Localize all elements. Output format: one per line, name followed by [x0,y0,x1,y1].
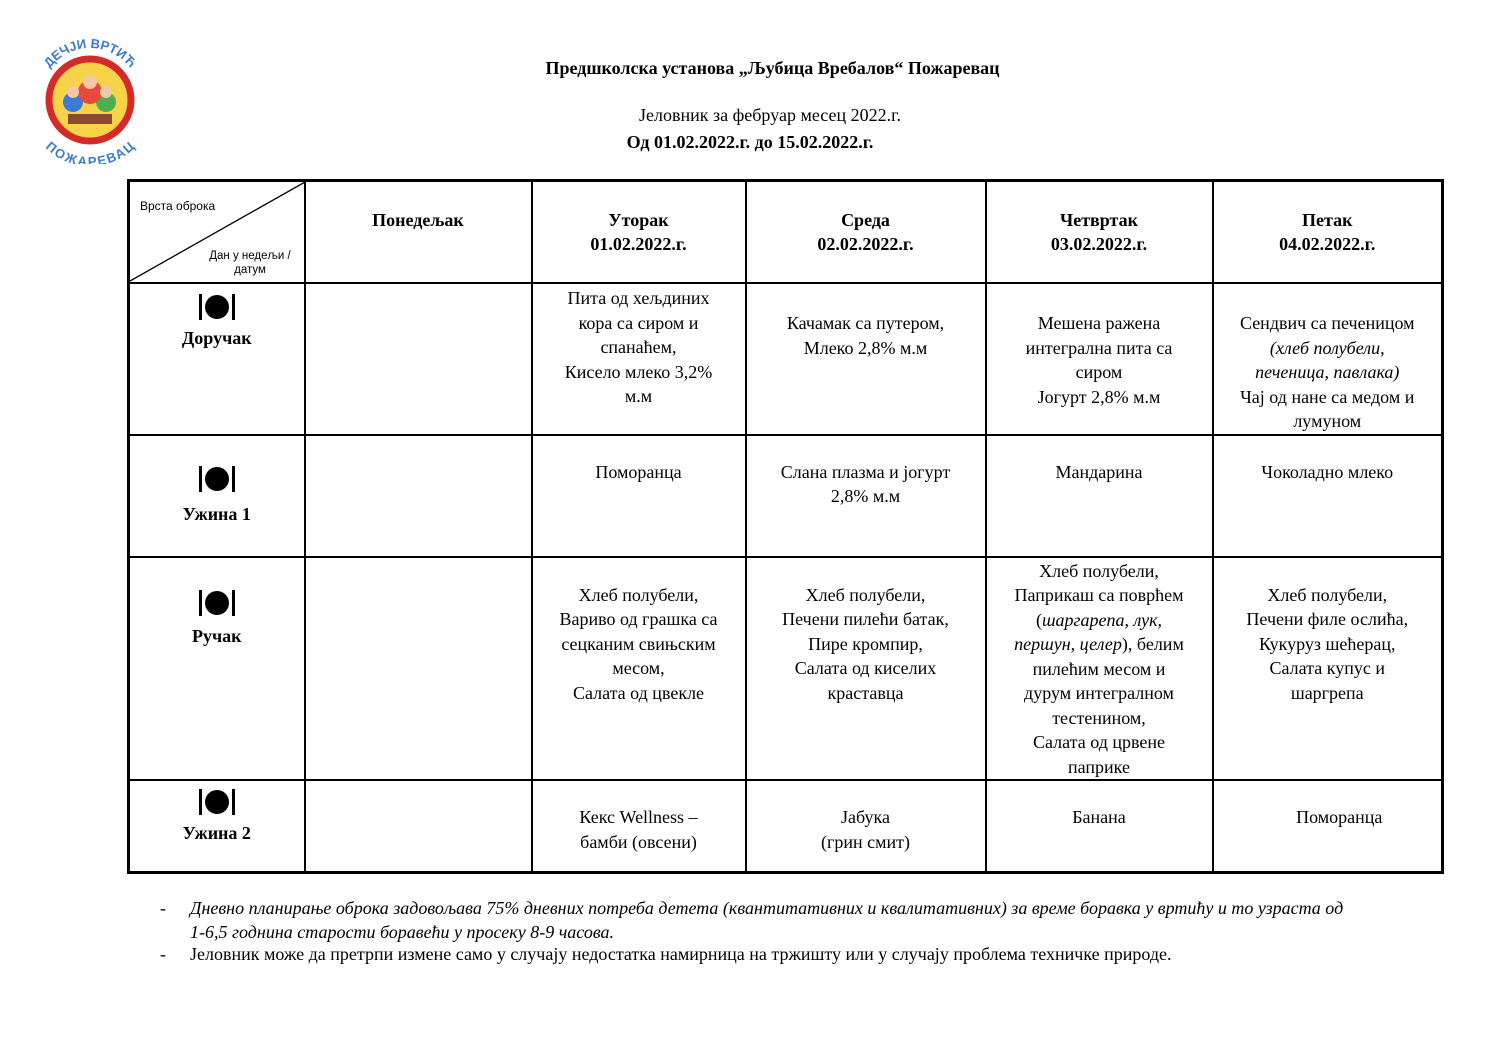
corner-label-meal-type: Врста оброка [140,199,216,213]
date-range: Од 01.02.2022.г. до 15.02.2022.г. [626,132,874,152]
meal-label-cell [129,557,305,781]
meal-name: Ужина 1 [182,503,251,524]
meal-row-breakfast [129,283,1443,435]
meal-cell: Хлеб полубели, Печени пилећи батак, Пире кромпир, Салата од киселих краставца [746,557,986,781]
meal-cell: Банана [986,780,1213,872]
day-name: Петак [1302,210,1353,230]
kindergarten-logo [18,30,160,164]
day-header-thursday [986,181,1213,284]
meal-label-cell [129,435,305,557]
footer-note-2 [160,944,1380,965]
meal-row-snack-2 [129,780,1443,872]
day-date: 04.02.2022.г. [1279,234,1376,254]
note-text: Дневно планирање оброка задовољава 75% дневних потреба детета (квантитативних и квалитативних) за време боравка у вртићу и то узраста од 1-6,5 годнина старости боравећи у просеку 8-9 часова. [190,898,1344,942]
day-name: Уторак [608,210,669,230]
meal-cell: Чоколадно млеко [1213,435,1443,557]
meal-name: Ужина 2 [182,823,251,843]
meal-cell [305,780,532,872]
corner-label-day: Дан у недељи / датум [209,250,291,276]
day-name: Четвртак [1060,210,1138,230]
day-header-wednesday [746,181,986,284]
meal-cell: Поморанца [532,435,746,557]
meal-cell: Хлеб полубели, Печени филе ослића, Кукуруз шећерац, Салата купус и шаргрепа [1213,557,1443,781]
day-date: 01.02.2022.г. [590,234,687,254]
meal-label-cell [129,780,305,872]
header-row [129,181,1443,284]
day-name: Понедељак [372,210,464,230]
meal-name: Доручак [181,328,252,348]
svg-text:ДЕЧЈИ ВРТИЋ: ДЕЧЈИ ВРТИЋ [40,35,140,71]
menu-subtitle: Јеловник за фебруар месец 2022.г. [639,105,901,125]
cutlery-icon [197,787,237,817]
bullet: - [160,898,166,918]
meal-row-snack-1 [129,435,1443,557]
footer-note-1 [160,896,1360,944]
bullet: - [160,944,166,964]
meal-cell: Кекс Wellness – бамби (овсени) [532,780,746,872]
meal-label-cell [129,283,305,435]
meal-cell: Поморанца [1213,780,1443,872]
corner-cell [129,181,305,284]
meal-cell: Пита од хељдиних кора са сиром и спанаћем, Кисело млеко 3,2% м.м [532,283,746,435]
meal-cell [305,283,532,435]
meal-cell [305,557,532,781]
svg-text:ПОЖАРЕВАЦ: ПОЖАРЕВАЦ [43,138,137,164]
day-date: 03.02.2022.г. [1050,234,1148,254]
meal-cell: Мешена ражена интегрална пита са сиром Јогурт 2,8% м.м [986,283,1213,435]
menu-table [127,179,1444,874]
day-date: 02.02.2022.г. [817,234,914,254]
cutlery-icon [197,588,237,618]
meal-cell: Хлеб полубели, Вариво од грашка са сецканим свињским месом, Салата од цвекле [532,557,746,781]
meal-cell: Јабука (грин смит) [746,780,986,872]
cutlery-icon [197,464,237,494]
cutlery-icon [197,292,237,322]
meal-cell: Сендвич са печеницом (хлеб полубели, печеница, павлака) Чај од нане са медом и лумуном [1213,283,1443,435]
meal-cell: Мандарина [986,435,1213,557]
note-text: Јеловник може да претрпи измене само у случају недостатка намирница на тржишту или у случају проблема техничке природе. [190,944,1172,964]
meal-cell: Слана плазма и јогурт 2,8% м.м [746,435,986,557]
meal-cell [305,435,532,557]
day-name: Среда [841,210,890,230]
day-header-friday [1213,181,1443,284]
meal-name: Ручак [191,625,242,646]
institution-title: Предшколска установа „Љубица Вребалов“ Пожаревац [545,58,1000,78]
meal-cell: Качамак са путером, Млеко 2,8% м.м [746,283,986,435]
day-header-tuesday [532,181,746,284]
meal-cell: Хлеб полубели, Паприкаш са поврћем (шаргарепа, лук, першун, целер), белим пилећим месом и дурум интегралном тестенином, Салата од црвене паприке [986,557,1213,781]
meal-row-lunch [129,557,1443,781]
day-header-monday [305,181,532,284]
